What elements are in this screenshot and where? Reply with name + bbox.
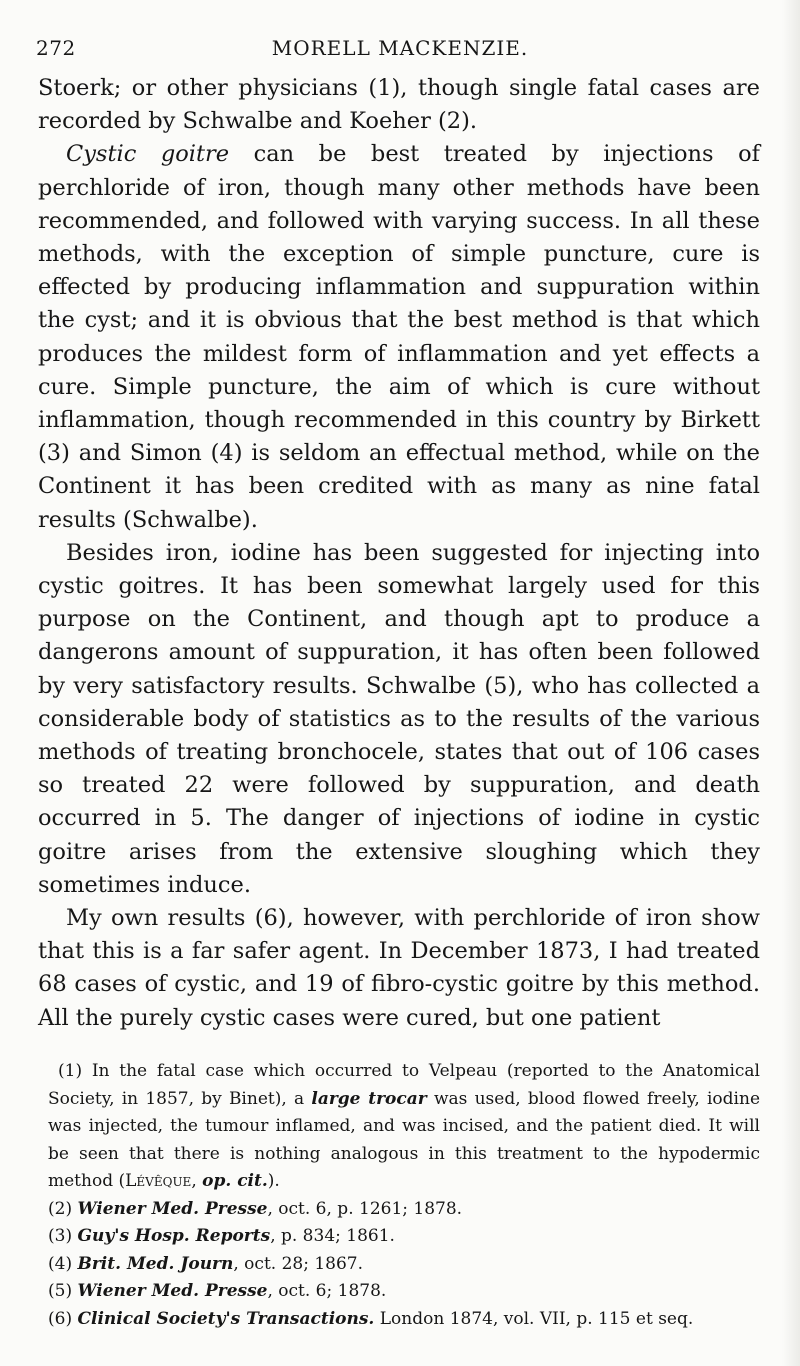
- footnote-2-details: , oct. 6, p. 1261; 1878.: [267, 1198, 463, 1219]
- footnote-4-details: , oct. 28; 1867.: [233, 1253, 364, 1274]
- body-text: [38, 72, 760, 1035]
- footnote-1: [48, 1058, 760, 1196]
- footnote-3-details: , p. 834; 1861.: [270, 1226, 395, 1246]
- footnote-1-end: ).: [267, 1171, 280, 1191]
- footnote-3-source: Guy's Hosp. Reports: [77, 1226, 271, 1246]
- footnote-4-number: (4): [48, 1253, 78, 1274]
- footnote-6-source: Clinical Society's Transactions.: [77, 1308, 375, 1329]
- footnote-1-sep: ,: [191, 1171, 203, 1191]
- paragraph-1: Stoerk; or other physicians (1), though single fatal cases are recorded by Schwalbe and Koeher (2).: [38, 75, 760, 135]
- footnote-1-author: Lévêque: [125, 1171, 192, 1191]
- footnote-2: [48, 1196, 760, 1224]
- footnote-5: [48, 1278, 760, 1306]
- paragraph-2-lead: Cystic goitre: [66, 141, 230, 168]
- footnote-6-number: (6): [48, 1308, 78, 1329]
- running-head: MORELL MACKENZIE.: [271, 36, 529, 60]
- page-number: 272: [36, 36, 76, 60]
- footnote-1-text: (1) In the fatal case which occurred to Velpeau (reported to the Anatomical Society, in 1857, by Binet), a: [48, 1061, 760, 1109]
- paragraph-2-text: can be best treated by injections of perchloride of iron, though many other methods have been recommended, and followed with varying success. In all these methods, with the exception of simple puncture, cure is effected by producing inflammation and suppuration within the cyst; and it is obvious that the best method is that which produces the mildest form of inflammation and yet effects a cure. Simple puncture, the aim of which is cure without inflammation, though recommended in this country by Birkett (3) and Simon (4) is seldom an effectual method, while on the Continent it has been credited with as many as nine fatal results (Schwalbe).: [38, 141, 760, 533]
- footnote-5-number: (5): [48, 1281, 78, 1301]
- page-header: [36, 36, 764, 66]
- footnote-3: [48, 1223, 760, 1251]
- scan-edge-shadow: [782, 0, 800, 1366]
- footnotes: [48, 1058, 760, 1333]
- footnote-1-emphasis: large trocar: [311, 1088, 427, 1109]
- footnote-4: [48, 1251, 760, 1279]
- paragraph-3: Besides iron, iodine has been suggested for injecting into cystic goitres. It has been somewhat largely used for this purpose on the Continent, and though apt to produce a dangerons amount of suppuration, it has often been followed by very satisfactory results. Schwalbe (5), who has collected a considerable body of statistics as to the results of the various methods of treating bronchocele, states that out of 106 cases so treated 22 were followed by suppuration, and death occurred in 5. The danger of injections of iodine in cystic goitre arises from the extensive sloughing which they sometimes induce.: [38, 539, 760, 898]
- footnote-3-number: (3): [48, 1226, 78, 1246]
- footnote-6-details: London 1874, vol. VII, p. 115 et seq.: [374, 1308, 694, 1329]
- footnote-4-source: Brit. Med. Journ: [77, 1253, 234, 1274]
- footnote-6: [48, 1306, 760, 1334]
- footnote-1-text-cont: was used, blood flowed freely, iodine was injected, the tumour inflamed, and was incised, and the patient died. It will be seen that there is nothing analogous in this treatment to the hypodermic method (: [48, 1088, 760, 1191]
- footnote-1-citation: op. cit.: [202, 1171, 268, 1191]
- footnote-5-details: , oct. 6; 1878.: [267, 1281, 387, 1301]
- footnote-2-source: Wiener Med. Presse: [77, 1198, 268, 1219]
- paragraph-2: [38, 138, 760, 536]
- footnote-2-number: (2): [48, 1198, 78, 1219]
- footnote-5-source: Wiener Med. Presse: [77, 1281, 268, 1301]
- paragraph-4: My own results (6), however, with perchloride of iron show that this is a far safer agent. In December 1873, I had treated 68 cases of cystic, and 19 of fibro-cystic goitre by this method. All the purely cystic cases were cured, but one patient: [38, 905, 760, 1031]
